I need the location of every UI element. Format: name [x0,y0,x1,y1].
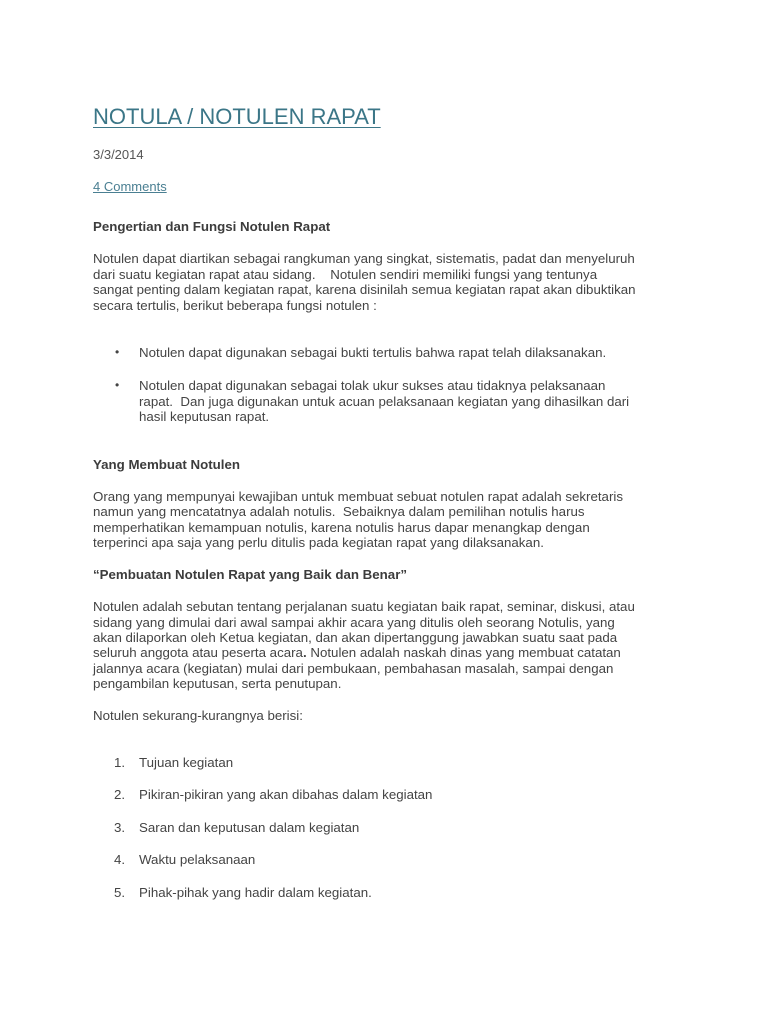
bold-period: . [302,645,307,661]
list-item [93,885,683,900]
paragraph-line: seluruh anggota atau peserta acara [93,645,303,661]
paragraph-yang-membuat [93,489,683,551]
list-item [93,755,683,770]
bullet-marker: • [115,345,120,360]
paragraph-line: akan dilaporkan oleh Ketua kegiatan, dan akan dipertanggung jawabkan suatu saat pada [93,629,618,645]
page-title[interactable]: NOTULA / NOTULEN RAPAT [93,104,381,129]
list-item-text: Saran dan keputusan dalam kegiatan [139,819,360,835]
paragraph-line: terperinci apa saja yang perlu ditulis pada kegiatan rapat yang dilaksanakan. [93,535,544,551]
list-number: 2. [114,787,126,803]
paragraph-line: namun yang mencatatnya adalah notulis. Sebaiknya dalam pemilihan notulis harus [93,504,585,520]
paragraph-line: jalannya acara (kegiatan) mulai dari pembukaan, pembahasan masalah, sampai dengan [93,660,614,676]
post-date: 3/3/2014 [93,147,144,162]
paragraph-line-tail: Notulen adalah naskah dinas yang membuat catatan [306,645,621,661]
section-heading-pengertian: Pengertian dan Fungsi Notulen Rapat [93,219,331,234]
paragraph-line: dari suatu kegiatan rapat atau sidang. Notulen sendiri memiliki fungsi yang tentunya [93,266,598,282]
paragraph-line: secara tertulis, berikut beberapa fungsi notulen : [93,297,377,313]
isi-notulen-list [93,755,683,900]
article-body [93,219,683,900]
list-item-line: Notulen dapat digunakan sebagai tolak ukur sukses atau tidaknya pelaksanaan [139,378,606,394]
fungsi-notulen-list [93,345,683,425]
list-item [93,852,683,867]
list-item-text: Tujuan kegiatan [139,754,234,770]
list-number: 3. [114,819,126,835]
list-item [93,345,683,360]
list-item-text: Pihak-pihak yang hadir dalam kegiatan. [139,884,372,900]
list-item [93,820,683,835]
section-heading-yang-membuat: Yang Membuat Notulen [93,456,241,472]
section-heading-pembuatan: “Pembuatan Notulen Rapat yang Baik dan Benar” [93,566,408,582]
paragraph-line: sidang yang dimulai dari awal sampai akhir acara yang ditulis oleh seorang Notulis, yang [93,614,615,630]
list-item-line: rapat. Dan juga digunakan untuk acuan pelaksanaan kegiatan yang dihasilkan dari [139,393,630,409]
list-item [93,787,683,802]
paragraph-pengertian [93,251,683,313]
paragraph-line: memperhatikan kemampuan notulis, karena notulis harus dapar menangkap dengan [93,519,590,535]
list-intro: Notulen sekurang-kurangnya berisi: [93,707,303,723]
paragraph-line: Notulen adalah sebutan tentang perjalanan suatu kegiatan baik rapat, seminar, diskusi, atau [93,599,635,615]
paragraph-pembuatan [93,599,683,691]
list-number: 1. [114,754,126,770]
list-number: 5. [114,884,126,900]
comments-link[interactable]: 4 Comments [93,179,167,194]
list-item-text: Waktu pelaksanaan [139,852,256,868]
paragraph-line: Notulen dapat diartikan sebagai rangkuman yang singkat, sistematis, padat dan menyeluruh [93,251,635,267]
list-item [93,378,683,424]
paragraph-line: Orang yang mempunyai kewajiban untuk membuat sebuat notulen rapat adalah sekretaris [93,489,623,505]
paragraph-line: pengambilan keputusan, serta penutupan. [93,676,342,692]
paragraph-line: sangat penting dalam kegiatan rapat, karena disinilah semua kegiatan rapat akan dibuktikan [93,282,636,298]
list-number: 4. [114,852,126,868]
bullet-marker: • [115,378,120,393]
list-item-line: hasil keputusan rapat. [139,409,270,425]
list-item-text: Pikiran-pikiran yang akan dibahas dalam kegiatan [139,787,433,803]
list-item-line: Notulen dapat digunakan sebagai bukti tertulis bahwa rapat telah dilaksanakan. [139,345,607,361]
